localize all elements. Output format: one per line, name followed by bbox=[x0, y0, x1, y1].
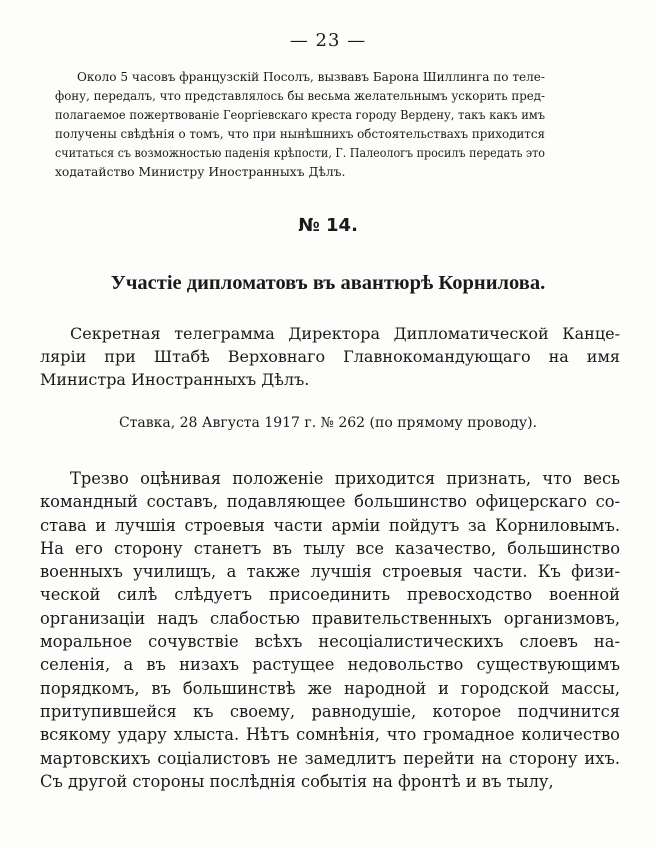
body-line: става и лучшія строевыя части арміи пойдутъ за Корниловымъ. bbox=[40, 515, 620, 535]
subheading-line: Министра Иностранныхъ Дѣлъ. bbox=[40, 370, 310, 389]
intro-paragraph bbox=[55, 68, 545, 182]
body-line: притупившейся къ своему, равнодушіе, которое подчинится bbox=[40, 701, 620, 721]
intro-line: ходатайство Министру Иностранныхъ Дѣлъ. bbox=[55, 165, 346, 179]
body-line: организаціи надъ слабостью правительственныхъ организмовъ, bbox=[40, 608, 620, 628]
document-heading: Участіе дипломатовъ въ авантюрѣ Корнилова. bbox=[110, 272, 546, 294]
document-number: № 14. bbox=[298, 215, 358, 236]
intro-line: фону, передалъ, что представлялось бы весьма желательнымъ ускорить пред- bbox=[55, 89, 545, 103]
body-paragraph bbox=[40, 467, 620, 793]
subheading-line: ляріи при Штабѣ Верховнаго Главнокомандующаго на имя bbox=[40, 347, 620, 366]
intro-line: получены свѣдѣнія о томъ, что при нынѣшнихъ обстоятельствахъ приходится bbox=[55, 127, 545, 141]
page-number: — 23 — bbox=[289, 30, 367, 51]
body-line: всякому удару хлыста. Нѣтъ сомнѣнія, что громадное количество bbox=[40, 725, 620, 745]
body-line: селенія, а въ низахъ растущее недовольство существующимъ bbox=[40, 655, 620, 675]
body-line: порядкомъ, въ большинствѣ же народной и городской массы, bbox=[40, 678, 620, 698]
body-line: военныхъ училищъ, а также лучшія строевыя части. Къ физи- bbox=[40, 562, 620, 582]
body-line: Съ другой стороны послѣднія событія на фронтѣ и въ тылу, bbox=[40, 771, 554, 791]
telegram-description bbox=[40, 322, 620, 391]
body-line: Трезво оцѣнивая положеніе приходится признать, что весь bbox=[70, 469, 620, 488]
body-line: командный составъ, подавляющее большинство офицерскаго со- bbox=[40, 492, 620, 512]
body-line: ческой силѣ слѣдуетъ присоединить превосходство военной bbox=[40, 585, 620, 605]
dateline: Ставка, 28 Августа 1917 г. № 262 (по прямому проводу). bbox=[118, 415, 538, 431]
body-line: мартовскихъ соціалистовъ не замедлитъ перейти на сторону ихъ. bbox=[40, 748, 620, 768]
intro-line: полагаемое пожертвованіе Георгіевскаго креста городу Вердену, такъ какъ имъ bbox=[55, 108, 545, 122]
subheading-line: Секретная телеграмма Директора Дипломатической Канце- bbox=[70, 324, 620, 343]
body-line: моральное сочувствіе всѣхъ несоціалистическихъ слоевъ на- bbox=[40, 632, 620, 652]
body-line: На его сторону станетъ въ тылу все казачество, большинство bbox=[40, 538, 620, 558]
intro-line: Около 5 часовъ французскій Посолъ, вызвавъ Барона Шиллинга по теле- bbox=[77, 70, 545, 84]
intro-line: считаться съ возможностью паденія крѣпости, Г. Палеологъ просилъ передать это bbox=[55, 146, 545, 160]
